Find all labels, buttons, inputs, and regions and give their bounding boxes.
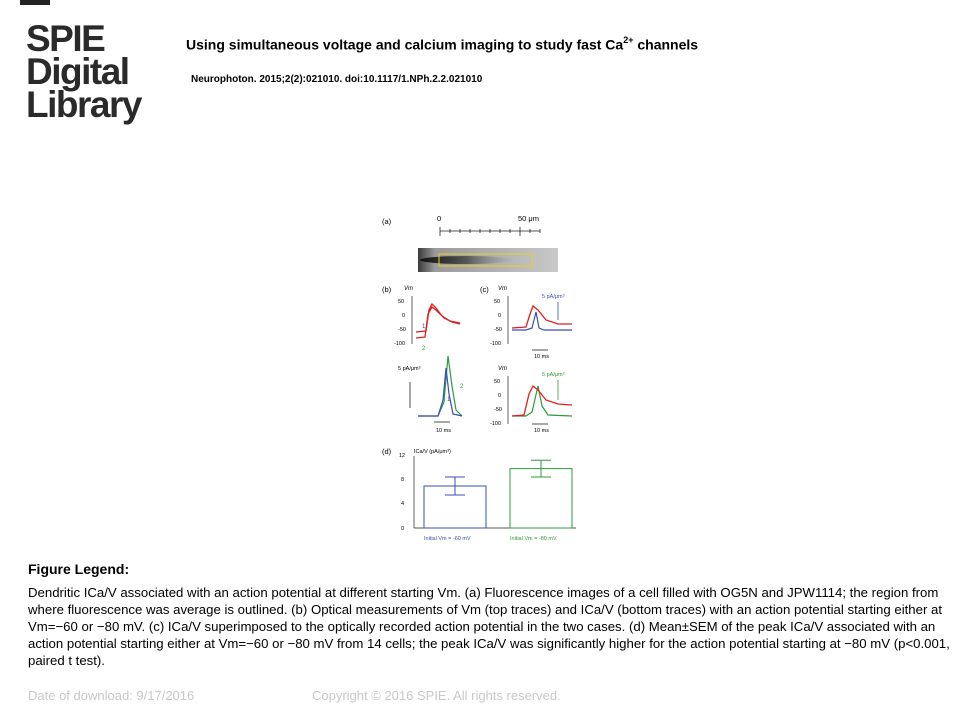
vm-trace-red	[512, 386, 572, 416]
vm-tick-label: -100	[490, 421, 502, 427]
article-title-superscript: 2+	[623, 35, 634, 45]
vm-tick-label: -50	[494, 327, 502, 333]
vm-tick-label: 0	[498, 313, 502, 319]
vm-axis-label: Vm	[498, 286, 507, 292]
figure	[376, 210, 588, 546]
vm-tick-label: -50	[494, 407, 502, 413]
y-tick-label: 0	[401, 526, 405, 532]
scale-ticks	[440, 227, 540, 236]
trace-label: 1	[447, 397, 451, 403]
panel-d-label: (d)	[382, 447, 392, 456]
dendrite-signal	[420, 256, 512, 264]
bar-vm-80	[510, 469, 572, 528]
panel-d	[382, 447, 576, 542]
scale-end-label: 50 μm	[518, 214, 539, 223]
article-citation: Neurophoton. 2015;2(2):021010. doi:10.1117/1.NPh.2.2.021010	[191, 74, 483, 85]
panel-c	[480, 285, 572, 434]
vm-tick-label: 0	[498, 393, 502, 399]
vm-axis-label: Vm	[404, 286, 413, 292]
ica-trace-green	[512, 386, 572, 416]
vm-trace-red	[512, 306, 572, 328]
time-scale-label: 10 ms	[534, 428, 549, 434]
trace-label: 2	[422, 346, 426, 352]
vm-tick-label: 50	[494, 299, 501, 305]
x-category-label: Initial Vm = -60 mV	[424, 536, 471, 542]
panel-a-label: (a)	[382, 217, 392, 226]
y-tick-label: 8	[401, 477, 405, 483]
copyright-notice: Copyright © 2016 SPIE. All rights reserved.	[312, 688, 561, 703]
article-title-main: Using simultaneous voltage and calcium imaging to study fast Ca	[186, 36, 624, 53]
y-tick-label: 12	[399, 453, 406, 459]
panel-b-label: (b)	[382, 285, 392, 294]
logo-line: Digital	[26, 51, 129, 92]
vm-tick-label: -100	[394, 341, 406, 347]
time-scale-label: 10 ms	[534, 354, 549, 360]
top-accent-bar	[20, 0, 50, 5]
logo-line: SPIE	[26, 18, 105, 59]
vm-tick-label: 50	[494, 379, 501, 385]
download-date: Date of download: 9/17/2016	[28, 688, 195, 703]
panel-b	[382, 285, 464, 434]
chart-ylabel: ICa/V (pA/μm³)	[414, 449, 451, 455]
panel-a	[382, 214, 558, 272]
vm-tick-label: -100	[490, 341, 502, 347]
article-title	[186, 36, 698, 53]
spie-digital-library-logo	[26, 18, 148, 125]
ica-scale-label: 5 pA/μm³	[542, 294, 565, 300]
vm-tick-label: 50	[398, 299, 405, 305]
scale-start-label: 0	[437, 214, 442, 223]
x-category-label: Initial Vm = -80 mV	[510, 536, 557, 542]
vm-tick-label: 0	[402, 313, 406, 319]
figure-legend-text: Dendritic ICa/V associated with an action potential at different starting Vm. (a) Fluorescence images of a cell filled with OG5N and JPW1114; the region from where fluorescence was average is outlined. (b) Optical measurements of Vm (top traces) and ICa/V (bottom traces) with an action potential starting either at Vm=−60 or −80 mV. (c) ICa/V superimposed to the optically recorded action potential in the two cases. (d) Mean±SEM of the peak ICa/V associated with an action potential starting either at Vm=−60 or −80 mV from 14 cells; the peak ICa/V was significantly higher for the action potential starting at −80 mV (p<0.001, paired t test).	[28, 585, 950, 668]
ica-scale-label: 5 pA/μm³	[398, 366, 421, 372]
figure-legend-heading: Figure Legend:	[28, 561, 130, 577]
time-scale-label: 10 ms	[436, 428, 451, 434]
vm-tick-label: -50	[398, 327, 406, 333]
trace-label: 2	[460, 384, 464, 390]
vm-trace-2	[416, 307, 460, 338]
logo-line: Library	[26, 84, 141, 125]
ica-trace-2	[418, 356, 462, 416]
y-tick-label: 4	[401, 501, 405, 507]
ica-scale-label: 5 pA/μm³	[542, 372, 565, 378]
article-title-end: channels	[633, 36, 699, 53]
panel-c-label: (c)	[480, 285, 489, 294]
vm-axis-label: Vm	[498, 366, 507, 372]
trace-label: 1	[422, 324, 426, 330]
